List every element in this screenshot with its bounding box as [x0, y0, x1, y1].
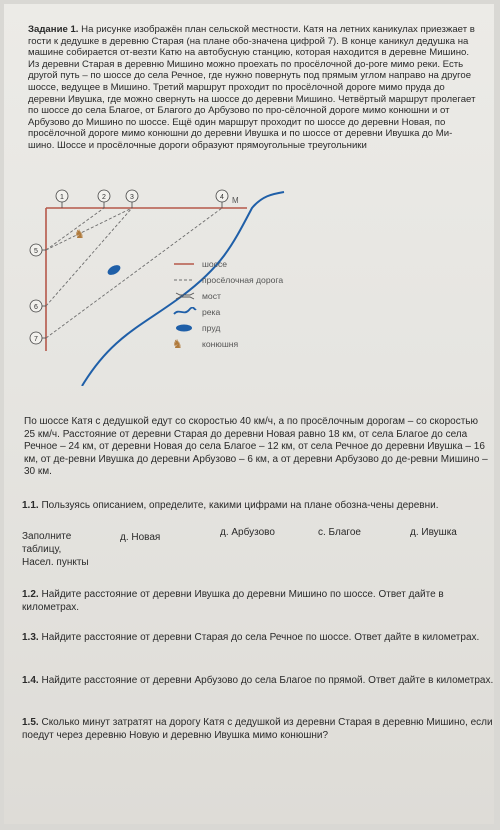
pond-shape: [106, 263, 122, 277]
legend-item-dirt-road: [172, 272, 283, 288]
legend-label-stable: конюшня: [202, 339, 239, 349]
q1-text: Пользуясь описанием, определите, какими цифрами на плане обозна-чены деревни.: [41, 500, 439, 511]
marker-1: [56, 190, 68, 208]
legend-label-bridge: мост: [202, 291, 221, 301]
speed-distance-paragraph: По шоссе Катя с дедушкой едут со скоростью 40 км/ч, а по просёлочным дорогам – со скоростью 25 км/ч. Расстояние от деревни Старая до деревни Новая равно 18 км, от села Благое до села Речное – 24 км, от деревни Новая до села Благое – 12 км, от села Речное до деревни Ивушка – 16 км, от де-ревни Ивушка до деревни Арбузово – 6 км, а от деревни Арбузово до де-ревни Мишино – 30 км.: [24, 416, 488, 478]
villages-table: [22, 523, 492, 573]
river-wave-icon: [172, 307, 198, 317]
dirt-road-4: [46, 208, 132, 250]
q2-text: Найдите расстояние от деревни Ивушка до деревни Мишино по шоссе. Ответ дайте в километрах.: [22, 589, 444, 613]
q3-number: 1.3.: [22, 632, 39, 643]
fill-label-1: Заполните: [22, 531, 72, 542]
question-1-2: [22, 588, 494, 614]
highway-line-icon: [172, 259, 198, 269]
table-col-arbuzovo: д. Арбузово: [220, 527, 275, 538]
horse-icon: ♞: [172, 337, 183, 351]
legend-item-stable: [172, 336, 283, 352]
marker-5: [30, 244, 46, 256]
table-col-ivushka: д. Ивушка: [410, 527, 457, 538]
bridge-symbol-icon: [172, 291, 198, 301]
marker-2-label: 2: [102, 194, 106, 201]
marker-3: [126, 190, 138, 208]
marker-4-label: 4: [220, 194, 224, 201]
legend-item-pond: [172, 320, 283, 336]
marker-6: [30, 300, 46, 312]
question-1-4: [22, 674, 494, 687]
pond-ellipse-icon: [172, 323, 198, 333]
legend-item-highway: [172, 256, 283, 272]
question-1-3: [22, 631, 494, 644]
dirt-road-2: [46, 208, 132, 306]
marker-2: [98, 190, 110, 208]
q1-number: 1.1.: [22, 500, 39, 511]
marker-7-label: 7: [34, 336, 38, 343]
marker-7: [30, 332, 46, 344]
legend-item-river: [172, 304, 283, 320]
marker-5-label: 5: [34, 248, 38, 255]
legend-label-highway: шоссе: [202, 259, 228, 269]
table-col-blagoe: с. Благое: [318, 527, 361, 538]
map-legend: [172, 256, 283, 352]
legend-label-dirt-road: просёлочная дорога: [202, 275, 284, 285]
q4-text: Найдите расстояние от деревни Арбузово до села Благое по прямой. Ответ дайте в километрах.: [41, 675, 494, 686]
fill-label-2: таблицу,: [22, 544, 62, 555]
task-label: Задание 1.: [28, 24, 79, 35]
task-intro: [28, 24, 476, 152]
worksheet-page: [4, 4, 494, 824]
q5-text: Сколько минут затратят на дорогу Катя с дедушкой из деревни Старая в деревню Мишино, если поедут через деревню Новую и деревню Ивушка мимо конюшни?: [22, 717, 493, 741]
q2-number: 1.2.: [22, 589, 39, 600]
horse-icon: ♞: [74, 227, 85, 241]
marker-4: [216, 190, 228, 208]
marker-3-label: 3: [130, 194, 134, 201]
table-row-label: Насел. пункты: [22, 557, 89, 568]
q5-number: 1.5.: [22, 717, 39, 728]
table-col-novaya: д. Новая: [120, 532, 161, 543]
legend-label-river: река: [202, 307, 221, 317]
dirt-road-dashed-icon: [172, 275, 198, 285]
question-1-1: [22, 499, 494, 512]
legend-item-bridge: [172, 288, 283, 304]
task-text: На рисунке изображён план сельской местности. Катя на летних каникулах приезжает в гости к дедушке в деревню Старая (на плане обо-значена цифрой 7). В конце каникул дедушка на машине собирается от-везти Катю на автобусную станцию, которая находится в деревне Мишино. Из деревни Старая в деревню Мишино можно проехать по просёлочной до-роге мимо реки. Есть другой путь – по шоссе до села Речное, где нужно повернуть под прямым углом направо на другое шоссе, ведущее в Мишино. Третий маршрут проходит по просёлочной дороге мимо пруда до деревни Ивушка, где можно свернуть на шоссе до деревни Мишино. Четвёртый маршрут пролегает по шоссе до села Благое, от Благого до Арбузово по про-сёлочной дороге мимо конюшни и от Арбузово до Мишино по шоссе. Ещё один маршрут проходит по шоссе до деревни Новая, по просёлочной дороге мимо конюшни до деревни Ивушка и по шоссе от деревни Ивушка до Ми-шино. Шоссе и просёлочные дороги образуют прямоугольные треугольники: [28, 24, 476, 151]
legend-label-pond: пруд: [202, 323, 221, 333]
q3-text: Найдите расстояние от деревни Старая до села Речное по шоссе. Ответ дайте в километрах.: [41, 632, 480, 643]
q4-number: 1.4.: [22, 675, 39, 686]
marker-1-label: 1: [60, 194, 64, 201]
map-corner-letter: М: [232, 196, 239, 205]
question-1-5: [22, 716, 494, 742]
marker-6-label: 6: [34, 304, 38, 311]
